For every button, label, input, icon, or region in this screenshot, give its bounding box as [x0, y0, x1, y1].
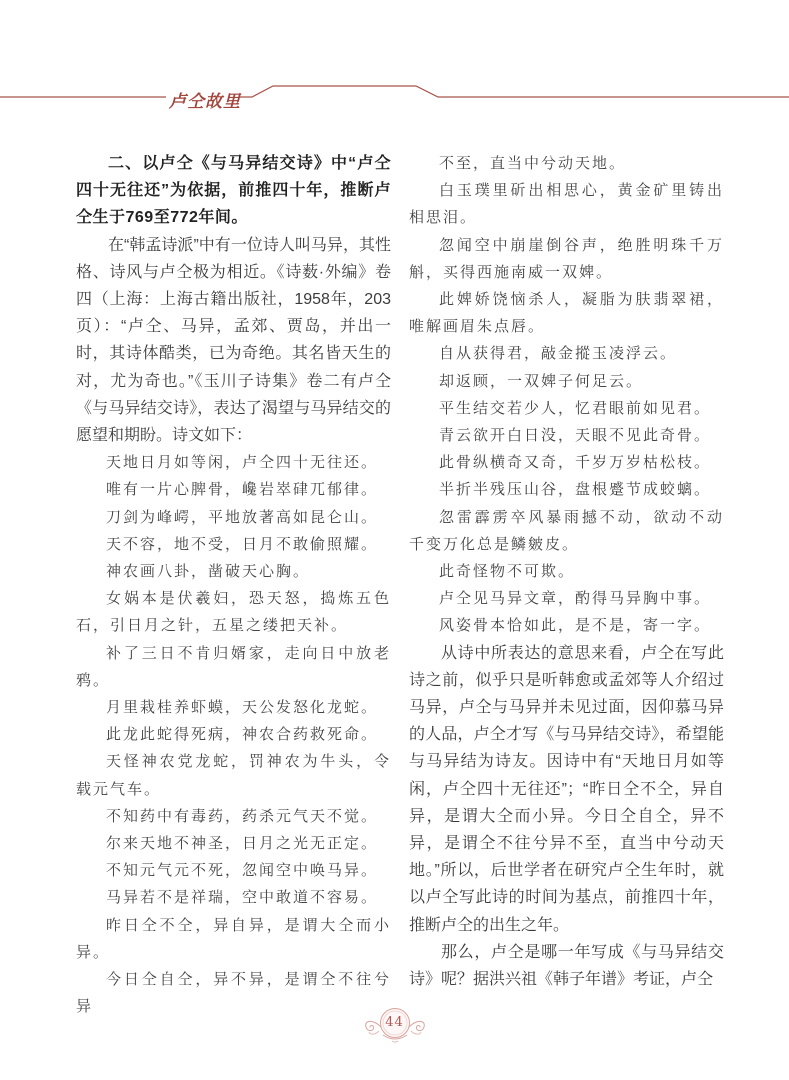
poem-line: 却返顾，一双婢子何足云。	[439, 371, 644, 390]
poem-line: 天不容，地不受，日月不敢偷照耀。	[106, 534, 379, 553]
poem-line: 忽闻空中崩崖倒谷声，绝胜明珠千万斛，买得西施南威一双婢。	[409, 235, 724, 281]
poem-line: 卢仝见马异文章，酌得马异胸中事。	[439, 589, 712, 608]
two-column-text	[76, 150, 724, 1021]
poem-line: 此奇怪物不可欺。	[439, 562, 576, 581]
poem-line: 马异若不是祥瑞，空中敢道不容易。	[106, 888, 379, 907]
poem-line: 神农画八卦，凿破天心胸。	[106, 562, 311, 581]
left-column	[76, 150, 391, 1021]
page-header	[0, 0, 789, 150]
page-number: 44	[385, 1015, 404, 1030]
prose-paragraph: 从诗中所表达的意思来看，卢仝在写此诗之前，似乎只是听韩愈或孟郊等人介绍过马异，卢仝与马异并未见过面，因仰慕马异的人品，卢仝才写《与马异结交诗》，希望能与马异结为诗友。因诗中有“天地日月如等闲，卢仝四十无往还”；“昨日仝不仝，异自异，是谓大仝而小异。今日仝自仝，异不异，是谓仝不往兮异不至，直当中兮动天地。”所以，后世学者在研究卢仝生年时，就以卢仝写此诗的时间为基点，前推四十年，推断卢仝的出生之年。	[409, 644, 724, 934]
poem-line: 青云欲开白日没，天眼不见此奇骨。	[439, 426, 712, 445]
poem-line: 白玉璞里斫出相思心，黄金矿里铸出相思泪。	[409, 181, 724, 227]
poem-line: 自从获得君，敲金摐玉凌浮云。	[439, 344, 678, 363]
poem-line: 此婢娇饶恼杀人，凝脂为肤翡翠裙，唯解画眉朱点唇。	[409, 290, 724, 336]
poem-line: 平生结交若少人，忆君眼前如见君。	[439, 398, 712, 417]
poem-line: 不知元气元不死，忽闻空中唤马异。	[106, 861, 379, 880]
poem-line: 女娲本是伏羲妇，恐天怒，捣炼五色石，引日月之针，五星之缕把天补。	[76, 589, 391, 635]
poem-line: 唯有一片心脾骨，巉岩崒硉兀郁律。	[106, 480, 379, 499]
poem-line: 刀剑为峰崿，平地放著高如昆仑山。	[106, 507, 379, 526]
poem-line: 忽雷霹雳卒风暴雨撼不动，欲动不动千变万化总是鳞皴皮。	[409, 507, 724, 553]
poem-line: 半折半残压山谷，盘根蹙节成蛟螭。	[439, 480, 712, 499]
poem-line: 昨日仝不仝，异自异，是谓大仝而小异。	[76, 915, 391, 961]
header-rule-ornament	[0, 75, 789, 105]
poem-line: 尔来天地不神圣，日月之光无正定。	[106, 834, 379, 853]
prose-paragraph: 在“韩孟诗派”中有一位诗人叫马异，其性格、诗风与卢仝极为相近。《诗薮·外编》卷四（上海：上海古籍出版社，1958年，203页）：“卢仝、马异，孟郊、贾岛，并出一时，其诗体酷类，已为奇绝。其名皆天生的对，尤为奇也。”《玉川子诗集》卷二有卢仝《与马异结交诗》，表达了渴望与马异结交的愿望和期盼。诗文如下：	[76, 236, 391, 445]
poem-line: 风姿骨本恰如此，是不是，寄一字。	[439, 616, 712, 635]
poem-line: 不知药中有毒药，药杀元气天不觉。	[106, 806, 379, 825]
poem-line: 此龙此蛇得死病，神农合药救死命。	[106, 725, 379, 744]
poem-line: 天地日月如等闲，卢仝四十无往还。	[106, 453, 379, 472]
poem-line: 此骨纵横奇又奇，千岁万岁枯松枝。	[439, 453, 712, 472]
poem-line-continuation: 不至，直当中兮动天地。	[439, 154, 627, 172]
section-heading: 二、以卢仝《与马异结交诗》中“卢仝四十无往还”为依据，前推四十年，推断卢仝生于769至772年间。	[76, 155, 391, 227]
page-title: 卢仝故里	[169, 92, 241, 112]
poem-line: 月里栽桂养虾蟆，天公发怒化龙蛇。	[106, 698, 379, 717]
page-number-ornament	[353, 1003, 437, 1049]
poem-line: 今日仝自仝，异不异，是谓仝不往兮异	[76, 970, 391, 1016]
prose-paragraph: 那么，卢仝是哪一年写成《与马异结交诗》呢？据洪兴祖《韩子年谱》考证，卢仝	[409, 943, 724, 989]
poem-line: 天怪神农党龙蛇，罚神农为牛头，令载元气车。	[76, 752, 391, 798]
poem-line: 补了三日不肯归婿家，走向日中放老鸦。	[76, 643, 391, 689]
right-column	[409, 150, 724, 1021]
